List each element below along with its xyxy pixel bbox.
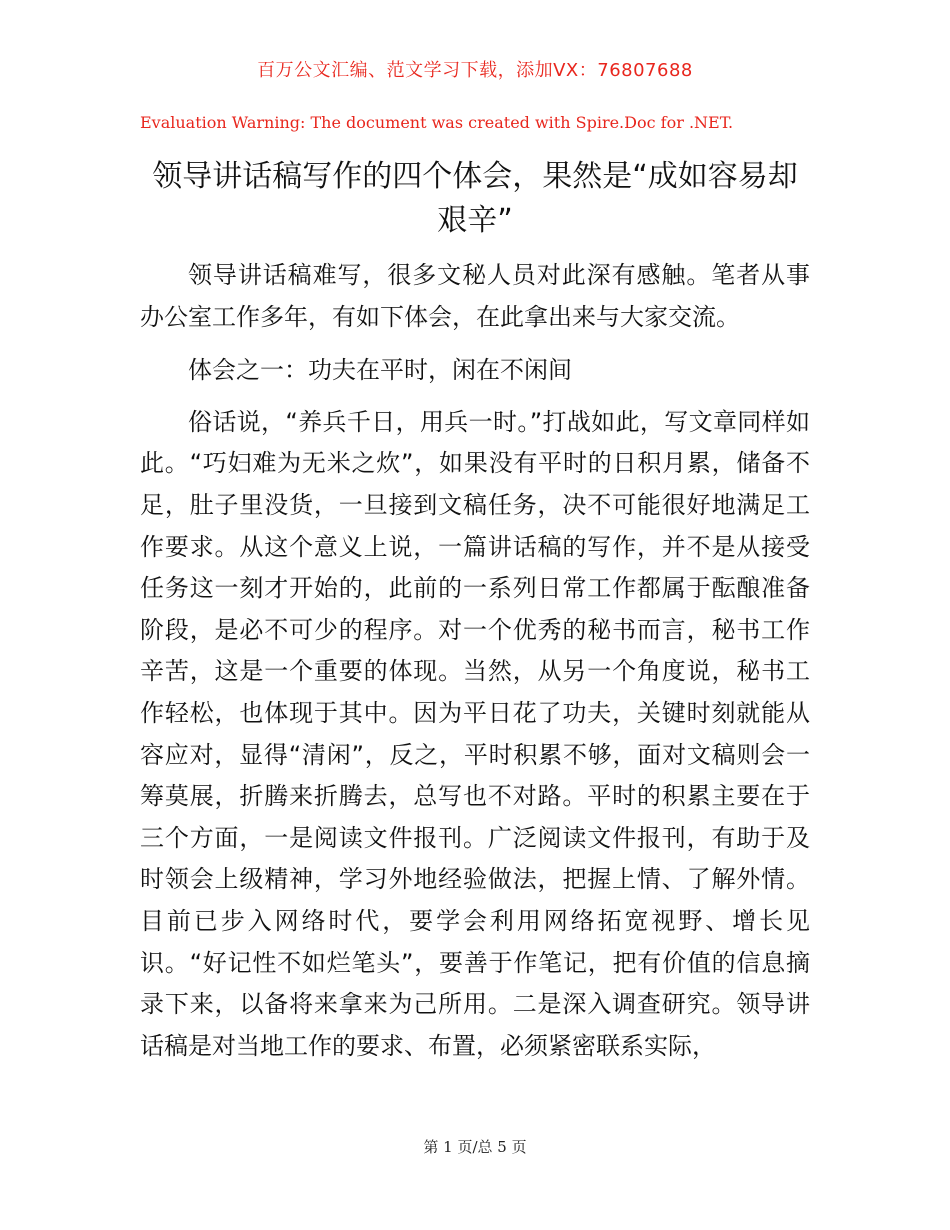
paragraph-intro: 领导讲话稿难写，很多文秘人员对此深有感触。笔者从事办公室工作多年，有如下体会，在此拿出来与大家交流。 xyxy=(140,261,810,331)
section-heading: 体会之一：功夫在平时，闲在不闲间 xyxy=(188,356,572,385)
page-indicator: 第 1 页/总 5 页 xyxy=(423,1138,527,1156)
document-body xyxy=(140,255,810,1079)
header-banner: 百万公文汇编、范文学习下载，添加VX：76807688 xyxy=(257,60,693,81)
document-title: 领导讲话稿写作的四个体会，果然是“成如容易却艰辛” xyxy=(152,159,798,238)
paragraph-body: 俗话说，“养兵千日，用兵一时。”打战如此，写文章同样如此。“巧妇难为无米之炊”，如果没有平时的日积月累，储备不足，肚子里没货，一旦接到文稿任务，决不可能很好地满足工作要求。从这个意义上说，一篇讲话稿的写作，并不是从接受任务这一刻才开始的，此前的一系列日常工作都属于酝酿准备阶段，是必不可少的程序。对一个优秀的秘书而言，秘书工作辛苦，这是一个重要的体现。当然，从另一个角度说，秘书工作轻松，也体现于其中。因为平日花了功夫，关键时刻就能从容应对，显得“清闲”，反之，平时积累不够，面对文稿则会一筹莫展，折腾来折腾去，总写也不对路。平时的积累主要在于三个方面，一是阅读文件报刊。广泛阅读文件报刊，有助于及时领会上级精神，学习外地经验做法，把握上情、了解外情。目前已步入网络时代，要学会利用网络拓宽视野、增长见识。“好记性不如烂笔头”，要善于作笔记，把有价值的信息摘录下来，以备将来拿来为己所用。二是深入调查研究。领导讲话稿是对当地工作的要求、布置，必须紧密联系实际， xyxy=(140,407,810,1060)
evaluation-warning: Evaluation Warning: The document was created with Spire.Doc for .NET. xyxy=(140,113,734,132)
